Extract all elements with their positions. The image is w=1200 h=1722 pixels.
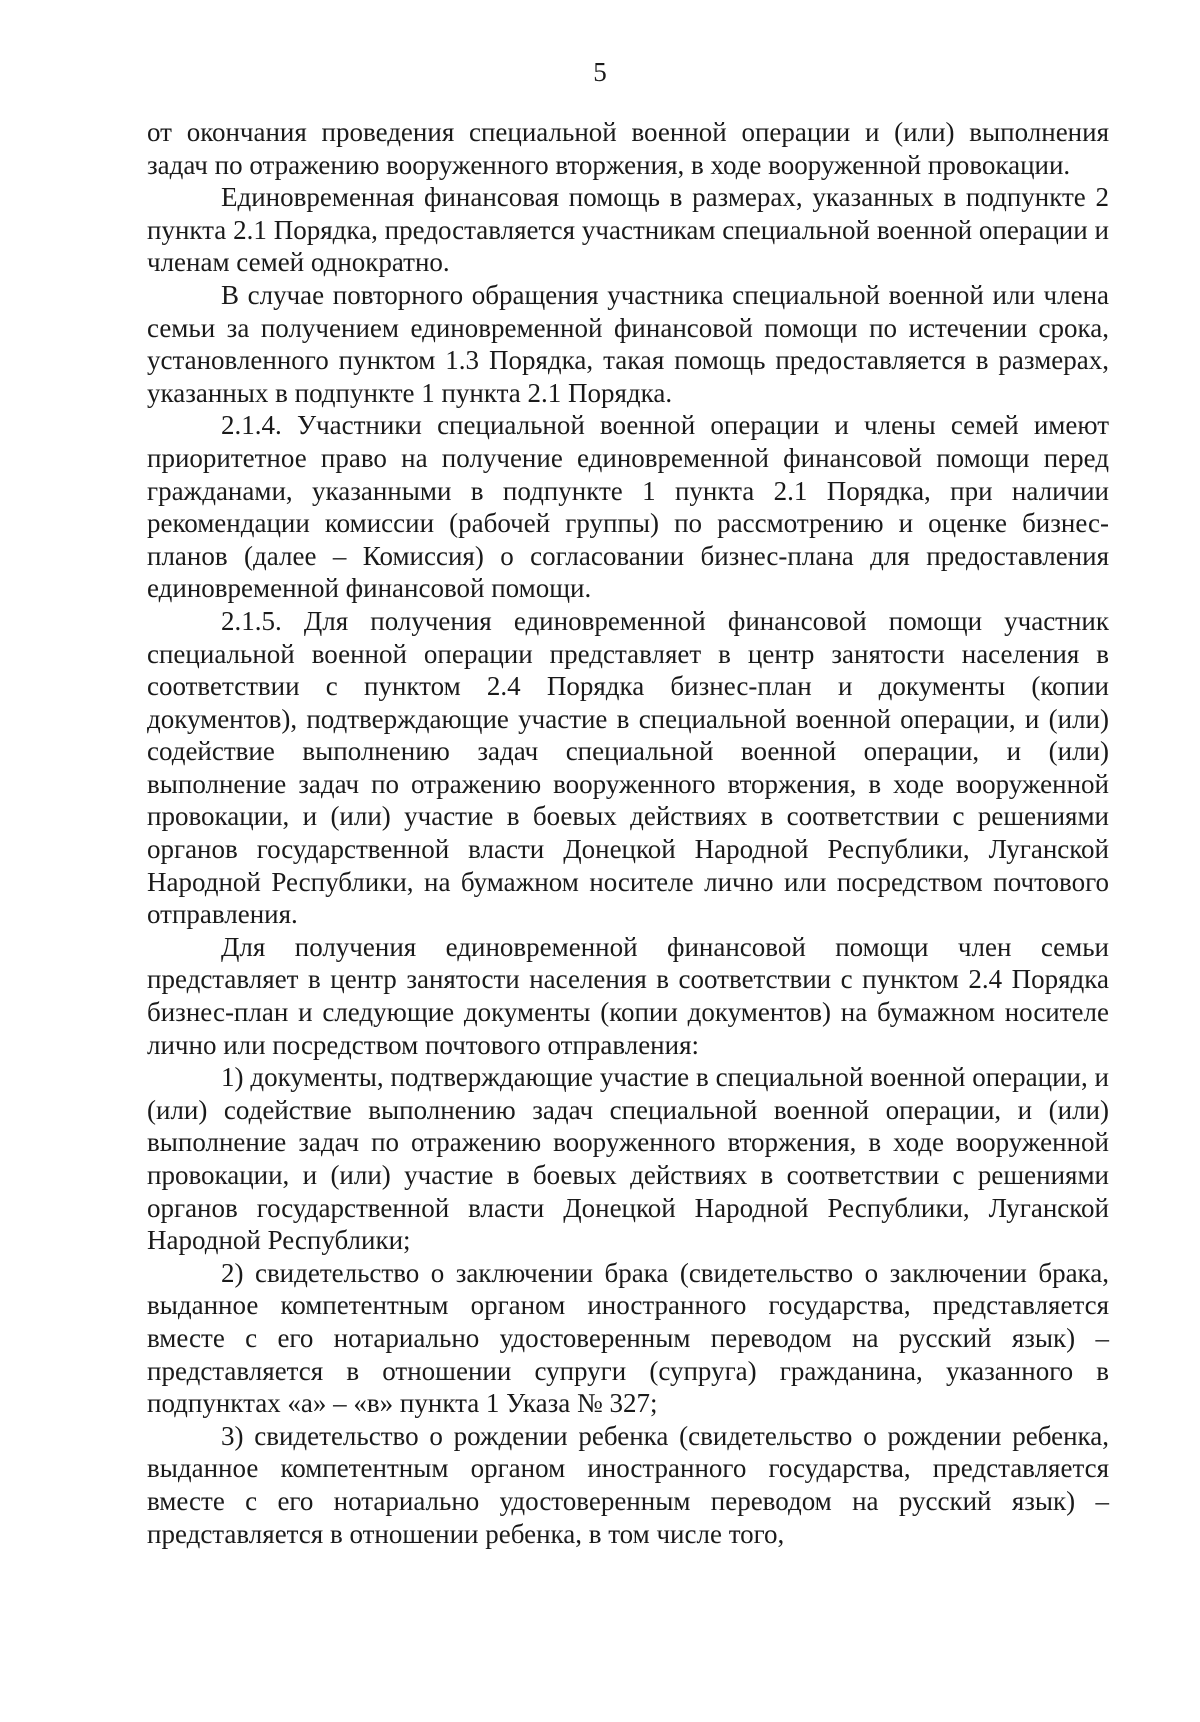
paragraph-2-1-5: 2.1.5. Для получения единовременной финансовой помощи участник специальной военной операции представляет в центр занятости населения в соответствии с пунктом 2.4 Порядка бизнес-план и документы (копии документов), подтверждающие участие в специальной военной операции, и (или) содействие выполнению задач специальной военной операции, и (или) выполнение задач по отражению вооруженного вторжения, в ходе вооруженной провокации, и (или) участие в боевых действиях в соответствии с решениями органов государственной власти Донецкой Народной Республики, Луганской Народной Республики, на бумажном носителе лично или посредством почтового отправления. [147, 605, 1109, 930]
list-item-1: 1) документы, подтверждающие участие в специальной военной операции, и (или) содействие выполнению задач специальной военной операции, и (или) выполнение задач по отражению вооруженного вторжения, в ходе вооруженной провокации, и (или) участие в боевых действиях в соответствии с решениями органов государственной власти Донецкой Народной Республики, Луганской Народной Республики; [147, 1062, 1109, 1256]
paragraph-family-member: Для получения единовременной финансовой помощи член семьи представляет в центр занятости населения в соответствии с пунктом 2.4 Порядка бизнес-план и следующие документы (копии документов) на бумажном носителе лично или посредством почтового отправления: [147, 931, 1109, 1060]
list-item-3: 3) свидетельство о рождении ребенка (свидетельство о рождении ребенка, выданное компетентным органом иностранного государства, представляется вместе с его нотариально удостоверенным переводом на русский язык) – представляется в отношении ребенка, в том числе того, [147, 1420, 1109, 1549]
paragraph-2-1-4: 2.1.4. Участники специальной военной операции и члены семей имеют приоритетное право на получение единовременной финансовой помощи перед гражданами, указанными в подпункте 1 пункта 2.1 Порядка, при наличии рекомендации комиссии (рабочей группы) по рассмотрению и оценке бизнес-планов (далее – Комиссия) о согласовании бизнес-плана для предоставления единовременной финансовой помощи. [147, 410, 1109, 604]
paragraph-continuation: от окончания проведения специальной военной операции и (или) выполнения задач по отражению вооруженного вторжения, в ходе вооруженной провокации. [147, 117, 1109, 180]
list-item-2: 2) свидетельство о заключении брака (свидетельство о заключении брака, выданное компетентным органом иностранного государства, представляется вместе с его нотариально удостоверенным переводом на русский язык) – представляется в отношении супруги (супруга) гражданина, указанного в подпунктах «а» – «в» пункта 1 Указа № 327; [147, 1257, 1109, 1419]
paragraph-repeat-request: В случае повторного обращения участника специальной военной или члена семьи за получением единовременной финансовой помощи по истечении срока, установленного пунктом 1.3 Порядка, такая помощь предоставляется в размерах, указанных в подпункте 1 пункта 2.1 Порядка. [147, 279, 1109, 408]
document-body [147, 116, 1109, 1550]
page-number: 5 [593, 57, 607, 87]
paragraph-one-time-aid: Единовременная финансовая помощь в размерах, указанных в подпункте 2 пункта 2.1 Порядка, предоставляется участникам специальной военной операции и членам семей однократно. [147, 182, 1109, 278]
